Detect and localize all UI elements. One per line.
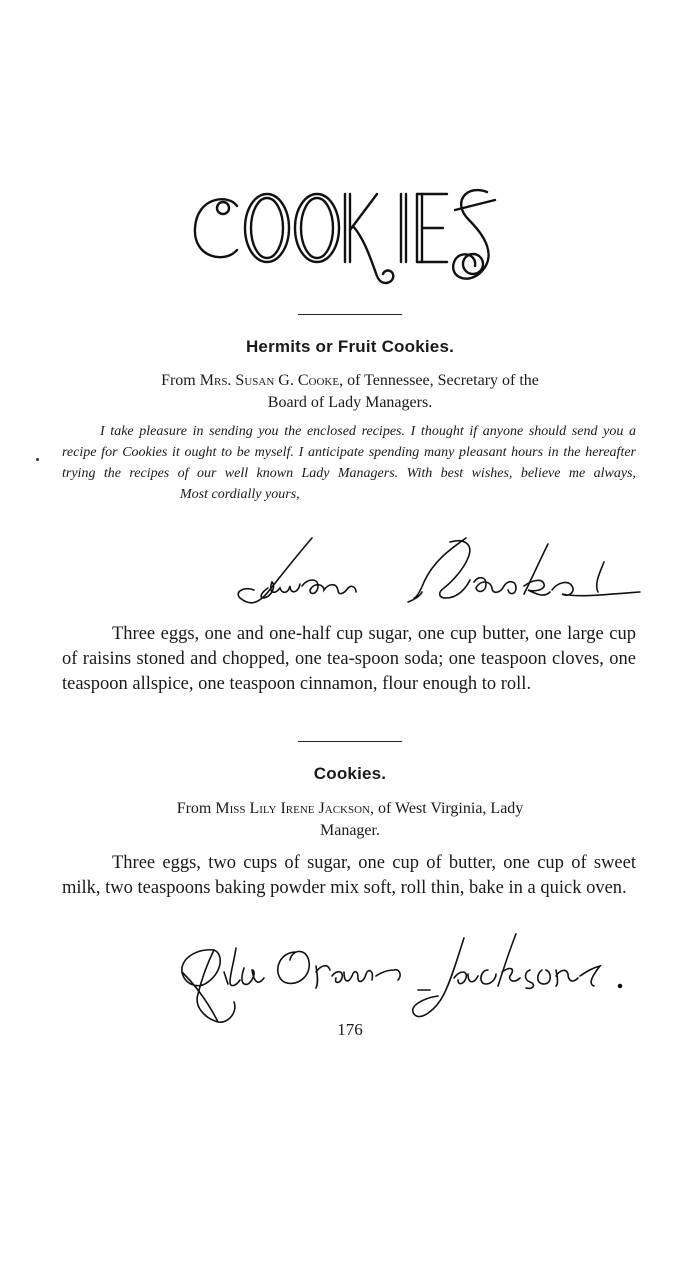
chapter-title-lettering: [185, 180, 515, 300]
letter-body: I take pleasure in sending you the enclosed recipes. I thought if anyone should send you a recipe for Cookies it ought to be myself. I anticipate spending many pleasant hours in the hereafter trying the recipes of our well known Lady Managers. With best wishes, believe me always,: [62, 424, 636, 481]
signature-susan-cooke-drawing: [228, 532, 648, 622]
attribution-line2: Board of Lady Managers.: [267, 394, 433, 411]
attribution-suffix: , of Tennessee, Secretary of the: [339, 372, 539, 389]
attribution-prefix: From: [161, 372, 200, 389]
recipe-heading: Cookies.: [313, 764, 387, 783]
recipe-heading: Hermits or Fruit Cookies.: [245, 337, 455, 356]
contributor-name: Miss Lily Irene Jackson: [215, 800, 370, 817]
recipe-instructions-text: Three eggs, two cups of sugar, one cup of butter, one cup of sweet milk, two teaspoons baking powder mix soft, roll thin, bake in a quick oven.: [62, 853, 636, 898]
section-divider: [298, 314, 402, 315]
signature-lily-jackson: [168, 928, 638, 1033]
attribution-prefix: From: [176, 800, 216, 817]
section-divider: [298, 741, 402, 742]
recipe-instructions: [62, 622, 636, 697]
recipe-instructions-text: Three eggs, one and one-half cup sugar, one cup butter, one large cup of raisins stoned and chopped, one tea-spoon soda; one teaspoon cloves, one teaspoon allspice, one teaspoon cinnamon, flour enough to roll.: [62, 624, 636, 694]
page-number: 176: [337, 1020, 363, 1039]
print-speck: [36, 458, 39, 461]
attribution-suffix: , of West Virginia, Lady: [370, 800, 524, 817]
recipe-attribution: [62, 798, 638, 842]
signature-lily-jackson-drawing: [168, 928, 638, 1028]
signature-susan-cooke: [228, 532, 648, 627]
recipe-attribution: [62, 370, 638, 414]
contributor-letter: [62, 421, 636, 505]
contributor-name: Mrs. Susan G. Cooke: [199, 372, 340, 389]
letter-closing: Most cordially yours,: [180, 487, 300, 502]
recipe-instructions: [62, 851, 636, 901]
attribution-line2: Manager.: [320, 822, 380, 839]
chapter-title: [0, 180, 700, 300]
